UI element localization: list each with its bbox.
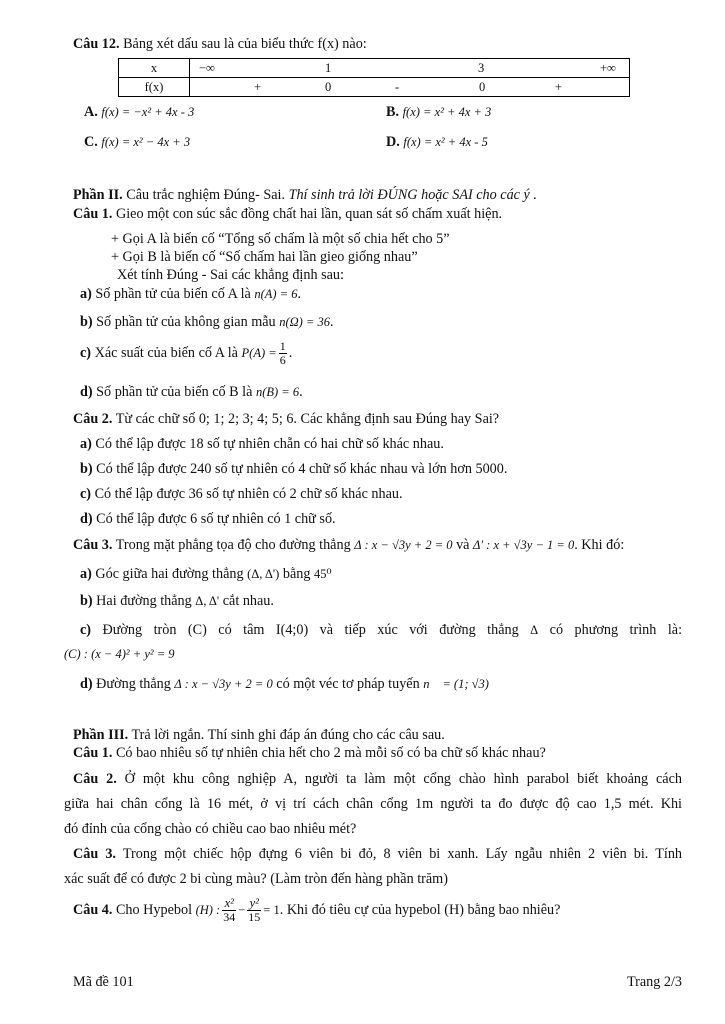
p2-c1-b-label: b) — [80, 314, 93, 330]
p2-c3-d-math2: n⃗ = (1; √3) — [423, 677, 489, 691]
p2-c3-d-text2: có một véc tơ pháp tuyến — [272, 676, 424, 692]
p2-c1-prompt — [73, 206, 502, 223]
sign-table-x-row — [190, 59, 630, 78]
p2-c2-b-label: b) — [80, 461, 93, 477]
p2-c1-c — [80, 340, 292, 367]
p2-c3-end: . Khi đó: — [574, 537, 625, 553]
p2-c3-c-math: Δ — [530, 623, 539, 637]
p2-c2-prompt — [73, 411, 499, 428]
p2-c1-d-label: d) — [80, 384, 93, 400]
p3-c4-label: Câu 4. — [73, 901, 113, 918]
p2-c3-d-math: Δ : x − √3y + 2 = 0 — [174, 677, 273, 691]
p2-c2-c-label: c) — [80, 486, 92, 502]
p2-c2-d-label: d) — [80, 511, 93, 527]
p2-c3-c-line2: (C) : (x − 4)² + y² = 9 — [64, 647, 175, 661]
p2-c1-c-label: c) — [80, 344, 92, 361]
sign-table-x-header: x — [119, 59, 190, 78]
p2-c1-c-end: . — [288, 344, 293, 361]
p2-c2-a-text: Có thể lập được 18 số tự nhiên chẵn có hai chữ số khác nhau. — [91, 436, 444, 452]
p3-c4-fraction-1 — [222, 897, 236, 924]
p2-c1-b-math: n(Ω) = 36 — [279, 315, 331, 329]
p3-c4-den2: 15 — [248, 910, 261, 924]
p3-c4-fraction-2 — [247, 897, 261, 924]
p2-c1-a-end: . — [297, 286, 302, 302]
option-c-label: C. — [84, 134, 98, 150]
p2-c2-c-text: Có thể lập được 36 số tự nhiên có 2 chữ số khác nhau. — [91, 486, 403, 502]
p2-c2-a-label: a) — [80, 436, 92, 452]
p3-c3-line1 — [73, 846, 682, 863]
p2-c2-d-text: Có thể lập được 6 số tự nhiên có 1 chữ số. — [92, 511, 336, 527]
p3-c1 — [73, 745, 546, 762]
p2-c1-c-math: P(A) = — [241, 345, 277, 360]
p2-c3-text: Trong mặt phẳng tọa độ cho đường thẳng — [112, 537, 355, 553]
part3-text: Trả lời ngắn. Thí sinh ghi đáp án đúng cho các câu sau. — [128, 727, 445, 743]
p3-c3-label: Câu 3. — [73, 846, 116, 862]
p2-c1-line2: + Gọi B là biến cố “Số chấm hai lần gieo giống nhau” — [111, 249, 418, 265]
p2-c2-text: Từ các chữ số 0; 1; 2; 3; 4; 5; 6. Các khẳng định sau Đúng hay Sai? — [112, 411, 500, 427]
q12-prompt — [73, 36, 367, 53]
p3-c3-line2: xác suất để có được 2 bi cùng màu? (Làm tròn đến hàng phần trăm) — [64, 871, 448, 887]
p3-c4-math: (H) : — [195, 902, 221, 917]
x-root-2: 3 — [478, 61, 485, 75]
p2-c3-a-math: (Δ, Δ') — [247, 567, 280, 581]
sign-3: + — [555, 80, 563, 94]
sign-zero-2: 0 — [479, 80, 486, 94]
p2-c3-d-text: Đường thẳng — [92, 676, 175, 692]
part2-text: Câu trắc nghiệm Đúng- Sai. — [122, 187, 289, 203]
p2-c3-a-label: a) — [80, 566, 92, 582]
p2-c3-b — [80, 593, 274, 610]
p2-c1-label: Câu 1. — [73, 206, 113, 222]
p2-c1-a-label: a) — [80, 286, 92, 302]
p2-c3-b-text2: cắt nhau. — [219, 593, 274, 609]
q12-text: Bảng xét dấu sau là của biểu thức f(x) nào: — [119, 36, 367, 52]
p2-c2-b-text: Có thể lập được 240 số tự nhiên có 4 chữ số khác nhau và lớn hơn 5000. — [92, 461, 508, 477]
p3-c4-end: . Khi đó tiêu cự của hypebol (H) bằng bao nhiêu? — [279, 901, 561, 918]
p3-c4-text: Cho Hypebol — [112, 901, 196, 918]
p2-c3-c-equation — [64, 646, 175, 663]
sign-table-f-row — [190, 78, 630, 97]
p2-c1-a — [80, 286, 301, 303]
p3-c2-line3: đó đỉnh của cổng chào có chiều cao bao nhiêu mét? — [64, 821, 357, 837]
p2-c3-c-label: c) — [80, 622, 92, 638]
p2-c3-a-math2: 45⁰ — [314, 567, 332, 581]
p2-c3-c-text2: có phương trình là: — [538, 622, 683, 638]
sign-2: - — [395, 80, 400, 94]
p3-c1-label: Câu 1. — [73, 745, 113, 761]
p2-c3-prompt — [73, 537, 624, 554]
p3-c2-line2: giữa hai chân cổng là 16 mét, ở vị trí cách chân cổng 1m người ta đo được độ cao 1,5 mét. Khi — [64, 796, 682, 812]
p2-c3-c-text: Đường tròn (C) có tâm I(4;0) và tiếp xúc với đường thẳng — [91, 622, 531, 638]
part2-label: Phần II. — [73, 187, 123, 203]
p2-c1-a-math: n(A) = 6 — [254, 287, 298, 301]
p3-c4-eq: = 1 — [263, 902, 280, 917]
p2-c3-b-math: Δ, Δ' — [195, 594, 220, 608]
p2-c1-b-text: Số phần tử của không gian mẫu — [92, 314, 280, 330]
p2-c3-a-text: Góc giữa hai đường thẳng — [91, 566, 248, 582]
p2-c2-c — [80, 486, 403, 503]
p2-c3-mid: và — [452, 537, 474, 553]
p2-c3-b-label: b) — [80, 593, 93, 609]
option-c-expr: f(x) = x² − 4x + 3 — [101, 135, 191, 149]
p2-c3-b-text: Hai đường thẳng — [92, 593, 196, 609]
option-a-label: A. — [84, 104, 98, 120]
footer-exam-code: Mã đề 101 — [73, 974, 134, 990]
part3-label: Phần III. — [73, 727, 129, 743]
p2-c1-line3: Xét tính Đúng - Sai các khẳng định sau: — [117, 267, 344, 283]
p2-c3-eq2: Δ' : x + √3y − 1 = 0 — [473, 538, 575, 552]
part3-heading — [73, 727, 445, 744]
x-neg-inf: −∞ — [199, 61, 215, 75]
q12-option-a — [84, 104, 194, 121]
p2-c1-c-den: 6 — [279, 353, 286, 367]
q12-option-d — [386, 134, 488, 151]
sign-table-f-header: f(x) — [119, 78, 190, 97]
part2-heading — [73, 187, 537, 204]
p2-c1-c-text: Xác suất của biến cố A là — [91, 344, 242, 361]
x-root-1: 1 — [325, 61, 332, 75]
p3-c4 — [73, 897, 560, 924]
p2-c1-a-text: Số phần tử của biến cố A là — [91, 286, 255, 302]
p2-c3-d-label: d) — [80, 676, 93, 692]
p2-c3-label: Câu 3. — [73, 537, 113, 553]
p3-c1-text: Có bao nhiêu số tự nhiên chia hết cho 2 mà mỗi số có ba chữ số khác nhau? — [112, 745, 546, 761]
p3-c4-num2: y² — [247, 897, 261, 911]
p3-c2-line1-text: Ở một khu công nghiệp A, người ta làm một cổng chào hình parabol biết khoảng cách — [116, 771, 682, 787]
p2-c1-d-text: Số phần tử của biến cố B là — [92, 384, 256, 400]
x-pos-inf: +∞ — [600, 61, 616, 75]
p2-c3-eq1: Δ : x − √3y + 2 = 0 — [354, 538, 453, 552]
p2-c1-d — [80, 384, 303, 401]
p2-c1-text: Gieo một con súc sắc đồng chất hai lần, quan sát số chấm xuất hiện. — [112, 206, 503, 222]
sign-zero-1: 0 — [325, 80, 332, 94]
p2-c3-d — [80, 676, 489, 693]
p2-c2-d — [80, 511, 336, 528]
p2-c1-d-math: n(B) = 6 — [255, 385, 300, 399]
p3-c4-num1: x² — [222, 897, 236, 911]
q12-label: Câu 12. — [73, 36, 120, 52]
p2-c1-c-num: 1 — [279, 339, 286, 353]
p3-c3-line1-text: Trong một chiếc hộp đựng 6 viên bi đỏ, 8 viên bi xanh. Lấy ngẫu nhiên 2 viên bi. Tính — [115, 846, 683, 862]
q12-option-b — [386, 104, 491, 121]
sign-1: + — [254, 80, 262, 94]
p2-c1-b-end: . — [330, 314, 334, 330]
p2-c1-b — [80, 314, 334, 331]
p2-c1-c-fraction — [279, 340, 287, 367]
p2-c3-a — [80, 566, 332, 583]
part2-italic: Thí sinh trả lời ĐÚNG hoặc SAI cho các ý . — [288, 187, 537, 203]
q12-option-c — [84, 134, 190, 151]
p2-c3-a-text2: bằng — [279, 566, 315, 582]
option-a-expr: f(x) = −x² + 4x - 3 — [101, 105, 195, 119]
sign-table — [118, 58, 630, 97]
p2-c2-label: Câu 2. — [73, 411, 113, 427]
p2-c1-line1: + Gọi A là biến cố “Tổng số chấm là một số chia hết cho 5” — [111, 231, 450, 247]
p2-c2-a — [80, 436, 444, 453]
p3-c4-minus: − — [238, 902, 246, 917]
p2-c2-b — [80, 461, 507, 478]
option-b-label: B. — [386, 104, 400, 120]
option-d-expr: f(x) = x² + 4x - 5 — [403, 135, 488, 149]
footer-page-number: Trang 2/3 — [626, 974, 682, 990]
p3-c2-line1 — [73, 771, 682, 788]
p2-c3-c — [80, 622, 682, 639]
p3-c2-label: Câu 2. — [73, 771, 117, 787]
option-b-expr: f(x) = x² + 4x + 3 — [402, 105, 492, 119]
p2-c1-d-end: . — [299, 384, 303, 400]
option-d-label: D. — [386, 134, 400, 150]
p3-c4-den1: 34 — [223, 910, 236, 924]
